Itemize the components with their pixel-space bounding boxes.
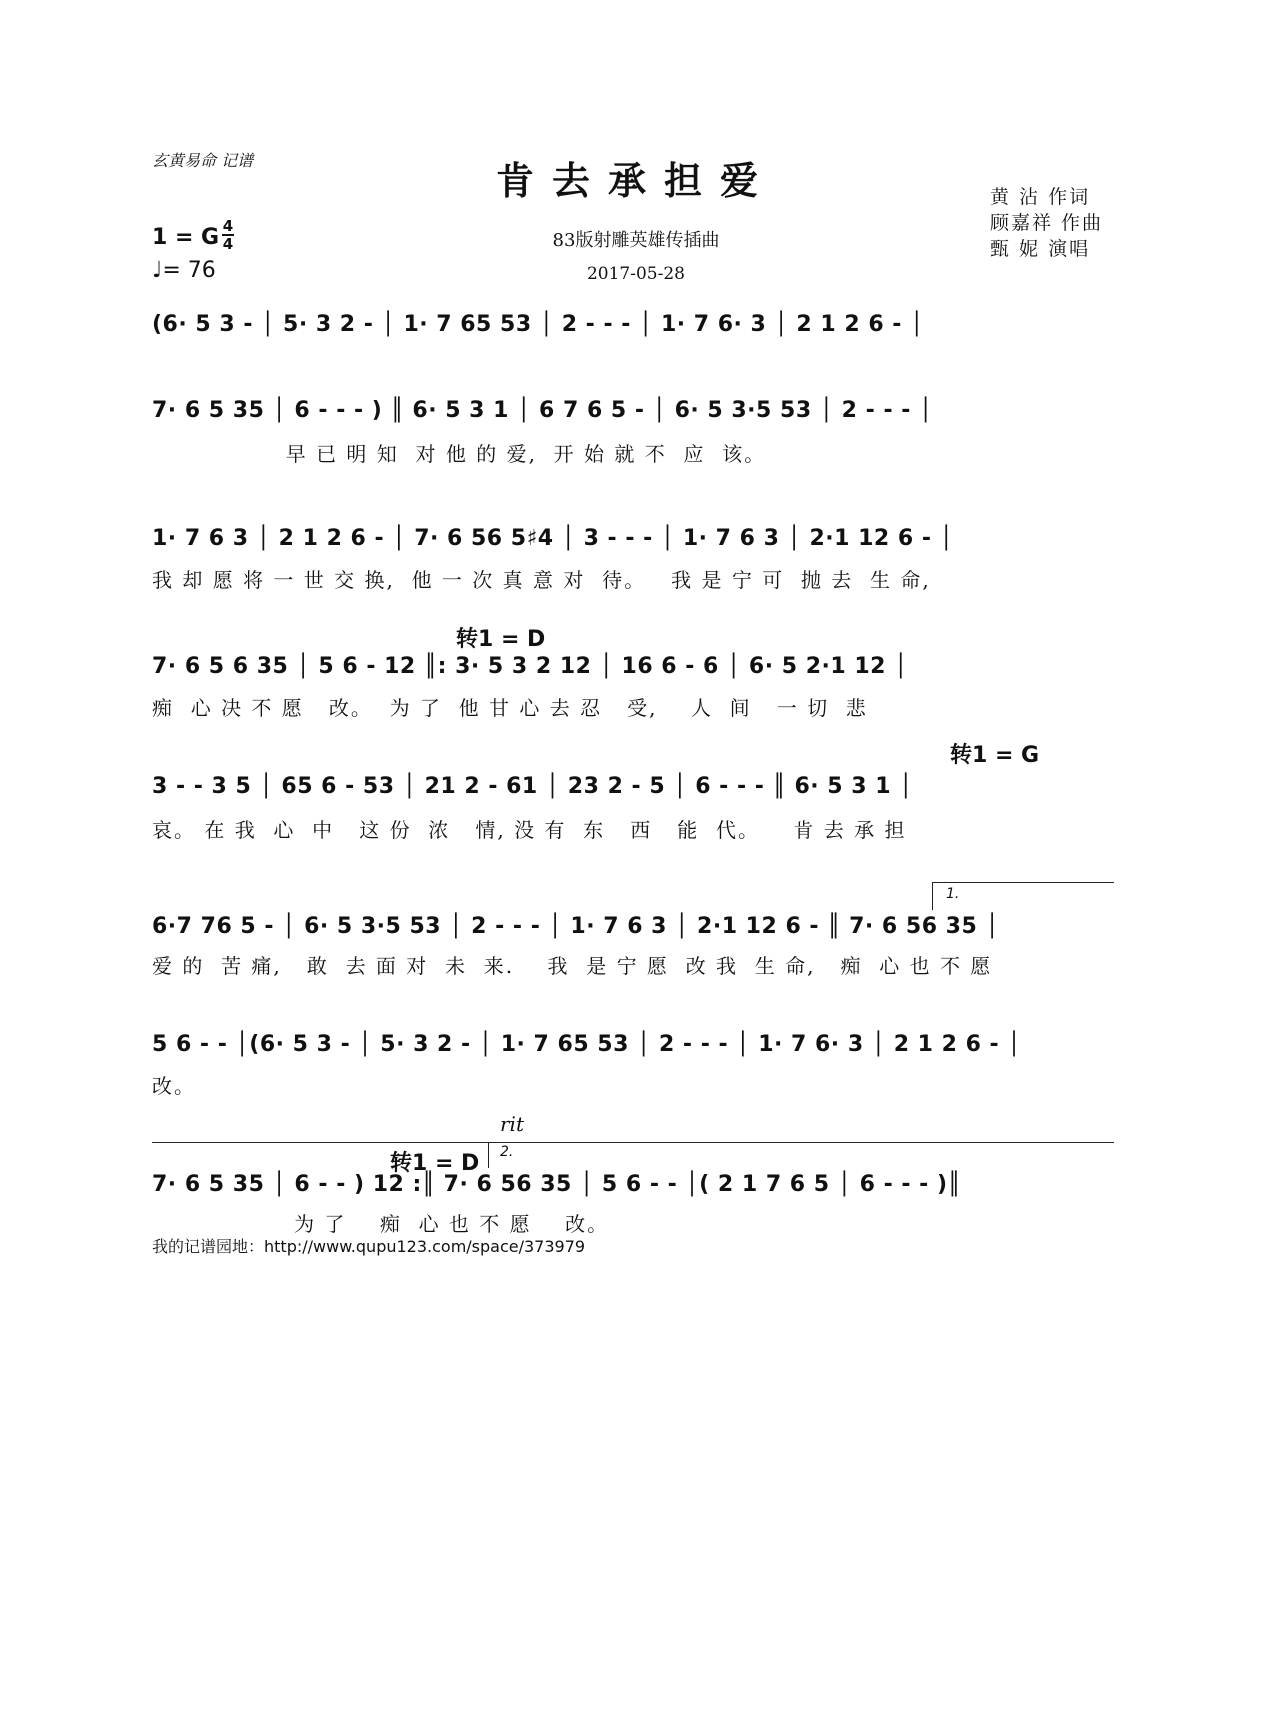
score-line-3-lyrics: 我 却 愿 将 一 世 交 换, 他 一 次 真 意 对 待。 我 是 宁 可 抛 去 生 命, [152,568,931,592]
transcriber-note: 玄黄易命 记谱 [152,151,254,170]
credits [990,184,1103,262]
score-line-6-lyrics: 爱 的 苦 痛, 敢 去 面 对 未 来. 我 是 宁 愿 改 我 生 命, 痴 心 也 不 愿 [152,954,993,978]
score-line-4-lyrics: 痴 心 决 不 愿 改。 为 了 他 甘 心 去 忍 受, 人 间 一 切 悲 [152,696,868,720]
tempo-marking: ♩= 76 [152,258,216,283]
key-signature: 1 = G [152,225,220,250]
second-ending-bracket-edge [488,1142,489,1168]
score-line-4-notes: 7· 6 5 6 35 │ 5 6 - 12 ║: 3· 5 3 2 12 │ 16 6 - 6 │ 6· 5 2·1 12 │ [152,654,908,679]
page-title: 肯去承担爱 [495,158,776,203]
footer-link[interactable]: 我的记谱园地：http://www.qupu123.com/space/373979 [152,1237,586,1256]
first-ending-bracket [932,882,1114,883]
time-sig-bottom: 4 [222,235,234,253]
modulation-label: 转1 = D [456,627,546,652]
composer-credit: 顾嘉祥 作曲 [990,212,1104,234]
score-line-2-lyrics: 早 已 明 知 对 他 的 爱, 开 始 就 不 应 该。 [152,442,767,466]
score-line-2-notes: 7· 6 5 35 │ 6 - - - ) ║ 6· 5 3 1 │ 6 7 6 5 - │ 6· 5 3·5 53 │ 2 - - - │ [152,398,933,423]
tempo-mark-rit: rit [500,1112,524,1136]
score-line-5-lyrics: 哀。 在 我 心 中 这 份 浓 情, 没 有 东 西 能 代。 肯 去 承 担 [152,818,907,842]
lyricist-credit: 黄 沾 作词 [990,186,1091,208]
score-line-6-notes: 6·7 76 5 - │ 6· 5 3·5 53 │ 2 - - - │ 1· 7 6 3 │ 2·1 12 6 - ║ 7· 6 56 35 │ [152,914,1000,939]
modulation-label: 转1 = D [390,1151,480,1176]
time-sig-top: 4 [222,217,234,235]
modulation-label: 转1 = G [950,743,1040,768]
score-line-5-notes: 3 - - 3 5 │ 65 6 - 53 │ 21 2 - 61 │ 23 2 - 5 │ 6 - - - ║ 6· 5 3 1 │ [152,774,913,799]
subtitle: 83版射雕英雄传插曲 [552,230,720,251]
score-line-7-lyrics: 改。 [152,1074,196,1098]
first-ending-label: 1. [946,886,960,902]
singer-credit: 甄 妮 演唱 [990,238,1091,260]
time-signature [222,218,234,252]
score-line-7-notes: 5 6 - - │(6· 5 3 - │ 5· 3 2 - │ 1· 7 65 53 │ 2 - - - │ 1· 7 6· 3 │ 2 1 2 6 - │ [152,1032,1022,1057]
score-line-1-notes: (6· 5 3 - │ 5· 3 2 - │ 1· 7 65 53 │ 2 - - - │ 1· 7 6· 3 │ 2 1 2 6 - │ [152,312,924,337]
score-line-8-notes: 7· 6 5 35 │ 6 - - ) 12 :║ 7· 6 56 35 │ 5 6 - - │( 2 1 7 6 5 │ 6 - - - )║ [152,1172,962,1197]
date: 2017-05-28 [586,264,685,284]
score-line-8-lyrics: 为 了 痴 心 也 不 愿 改。 [152,1212,610,1236]
repeat-span-line [152,1142,1114,1143]
second-ending-label: 2. [500,1144,514,1160]
first-ending-bracket-edge [932,882,933,910]
score-line-3-notes: 1· 7 6 3 │ 2 1 2 6 - │ 7· 6 56 5♯4 │ 3 - - - │ 1· 7 6 3 │ 2·1 12 6 - │ [152,526,954,551]
